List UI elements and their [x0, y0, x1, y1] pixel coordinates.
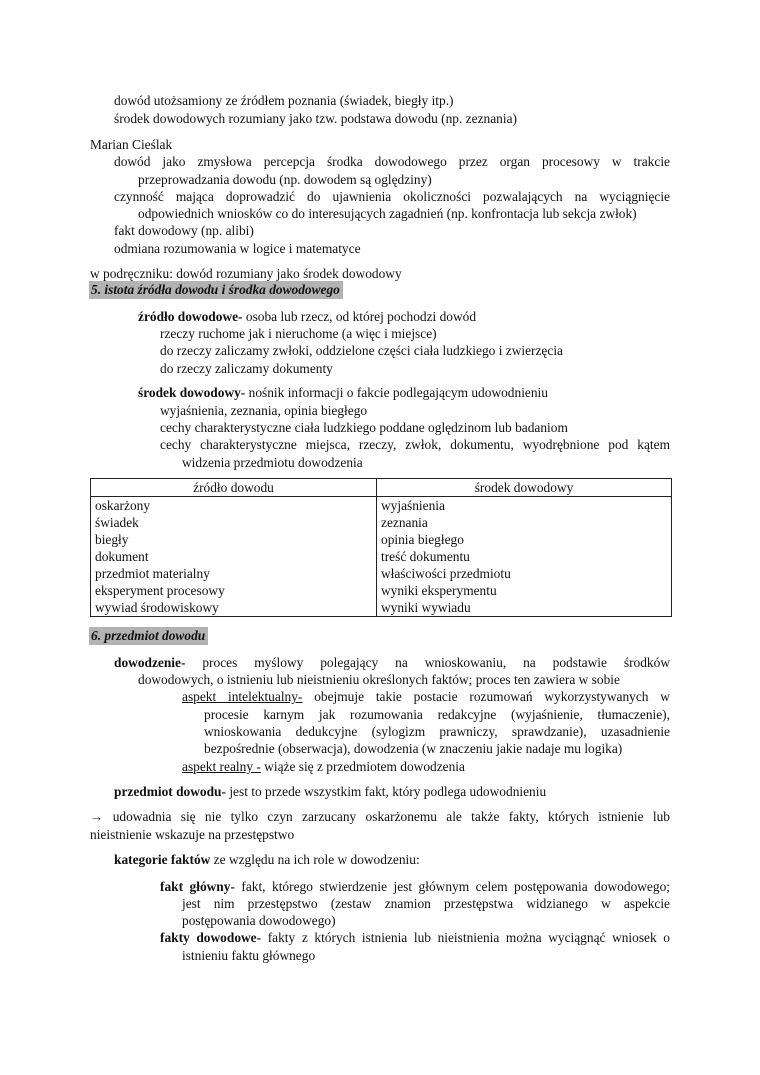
text-line: cechy charakterystyczne ciała ludzkiego poddane oględzinom lub badaniom	[160, 420, 568, 435]
definition: osoba lub rzecz, od której pochodzi dowód	[242, 309, 477, 324]
definition: obejmuje takie postacie rozumowań wykorzystywanych w	[302, 689, 670, 704]
term: fakt główny-	[160, 879, 235, 894]
definition-line	[182, 758, 465, 776]
term: przedmiot dowodu-	[114, 784, 226, 799]
table-row	[91, 497, 672, 617]
column-header: środek dowodowy	[377, 479, 672, 497]
table-cell: świadek	[95, 515, 139, 530]
definition: ze względu na ich role w dowodzeniu:	[210, 852, 420, 867]
section-heading: 6. przedmiot dowodu	[89, 627, 208, 645]
definition: fakt, którego stwierdzenie jest głównym celem postępowania dowodowego;	[234, 879, 670, 894]
text-line: bezpośrednie (obserwacja), dowodzenia (w znaczeniu jakie nadaje mu logika)	[204, 741, 623, 756]
table-cell: wyniki eksperymentu	[381, 583, 497, 598]
term: kategorie faktów	[114, 852, 211, 867]
text-line: cechy charakterystyczne miejsca, rzeczy, zwłok, dokumentu, wyodrębnione pod kątem	[160, 437, 670, 452]
source-column	[91, 497, 377, 617]
text-line: nieistnienie wskazuje na przestępstwo	[90, 827, 295, 842]
definition-line	[138, 308, 476, 326]
table-cell: dokument	[95, 549, 149, 564]
text-line: dowód jako zmysłowa percepcja środka dowodowego przez organ procesowy w trakcie	[114, 154, 670, 169]
table-cell: wyniki wywiadu	[381, 600, 471, 615]
table-cell: właściwości przedmiotu	[381, 566, 511, 581]
table-cell: treść dokumentu	[381, 549, 470, 564]
text-line: dowodowych, o istnieniu lub nieistnieniu określonych faktów; proces ten zawiera w sobie	[138, 672, 620, 687]
text-line: czynność mająca doprowadzić do ujawnienia okoliczności pozwalających na wyciągnięcie	[114, 189, 670, 204]
term: źródło dowodowe-	[138, 309, 243, 324]
definition-line	[160, 878, 670, 896]
text-line: przeprowadzania dowodu (np. dowodem są oględziny)	[138, 172, 432, 187]
text-line: wnioskowania dedukcyjne (sylogizm prawniczy, sprawdzanie), uzasadnienie	[204, 724, 670, 739]
text-line: dowód utożsamiony ze źródłem poznania (świadek, biegły itp.)	[114, 93, 454, 108]
term: środek dowodowy-	[138, 385, 246, 400]
text-line: w podręczniku: dowód rozumiany jako środek dowodowy	[90, 266, 402, 281]
text-line: odmiana rozumowania w logice i matematyce	[114, 241, 361, 256]
table-cell: zeznania	[381, 515, 428, 530]
text-line: fakt dowodowy (np. alibi)	[114, 223, 254, 238]
text-line: rzeczy ruchome jak i nieruchome (a więc i miejsce)	[160, 326, 437, 341]
text-line: jest nim przestępstwo (zestaw znamion przestępstwa widzianego w aspekcie	[182, 896, 670, 911]
definition-line	[114, 783, 546, 801]
definition-line	[114, 851, 420, 869]
term: aspekt intelektualny-	[182, 689, 303, 704]
text-line: postępowania dowodowego)	[182, 913, 336, 928]
table-cell: wywiad środowiskowy	[95, 600, 219, 615]
text-line: do rzeczy zaliczamy zwłoki, oddzielone części ciała ludzkiego i zwierzęcia	[160, 343, 563, 358]
table-cell: eksperyment procesowy	[95, 583, 225, 598]
table-cell: biegły	[95, 532, 129, 547]
means-column	[377, 497, 672, 617]
author-name: Marian Cieślak	[90, 137, 173, 152]
text-line: istnieniu faktu głównego	[182, 948, 316, 963]
text-line: środek dowodowych rozumiany jako tzw. podstawa dowodu (np. zeznania)	[114, 111, 517, 126]
term: dowodzenie-	[114, 655, 186, 670]
definition-line	[160, 929, 670, 947]
column-header: źródło dowodu	[91, 479, 377, 497]
text-line: widzenia przedmiotu dowodzenia	[182, 455, 363, 470]
text-line: wyjaśnienia, zeznania, opinia biegłego	[160, 403, 368, 418]
table-cell: przedmiot materialny	[95, 566, 210, 581]
text-line: → udowadnia się nie tylko czyn zarzucany oskarżonemu ale także fakty, których istnienie lub	[90, 809, 670, 824]
text-line: odpowiednich wniosków co do interesujących zagadnień (np. konfrontacja lub sekcja zwłok)	[138, 206, 637, 221]
term: aspekt realny -	[182, 759, 261, 774]
definition-line	[182, 688, 670, 706]
section-heading: 5. istota źródła dowodu i środka dowodowego	[89, 281, 343, 299]
table-cell: oskarżony	[95, 498, 151, 513]
evidence-table	[90, 478, 672, 617]
definition: nośnik informacji o fakcie podlegającym udowodnieniu	[245, 385, 548, 400]
text-line: do rzeczy zaliczamy dokumenty	[160, 361, 333, 376]
table-header-row	[91, 479, 672, 497]
definition: jest to przede wszystkim fakt, który podlega udowodnieniu	[225, 784, 547, 799]
definition: fakty z których istnienia lub nieistnienia można wyciągnąć wniosek o	[261, 930, 670, 945]
text-line: procesie karnym jak rozumowania redakcyjne (wyjaśnienie, tłumaczenie),	[204, 707, 670, 722]
term: fakty dowodowe-	[160, 930, 262, 945]
definition-line	[114, 654, 670, 672]
definition-line	[138, 384, 548, 402]
definition: proces myślowy polegający na wnioskowaniu, na podstawie środków	[185, 655, 670, 670]
table-cell: wyjaśnienia	[381, 498, 445, 513]
table-cell: opinia biegłego	[381, 532, 464, 547]
definition: wiąże się z przedmiotem dowodzenia	[260, 759, 465, 774]
